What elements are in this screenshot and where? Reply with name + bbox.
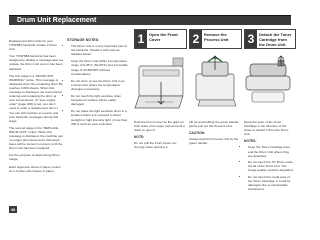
step-title: Detach the Toner Cartridge from the Drum Unit xyxy=(259,32,292,47)
step-1-header xyxy=(134,29,187,49)
step-note-item: • Do not touch the PC Drum under the lid of the Drum Unit. The image quality could be degraded. xyxy=(248,160,294,172)
step-3-instructions xyxy=(244,120,294,194)
intro-paragraph: The first stage is a “DRUM UNIT WARNING” notice. This message is displayed when the remaining drum life reaches 4,000 sheets. When this message is displayed, we recommend ordering and replacing the drum at your convenience. (If “auto supply order” (page 206) is set, you don’t need to order a replacement drum.) You can still continue to receive and print facsimile messages during this stage. xyxy=(9,73,63,123)
step-caution: Always hold the Process Unit by the green handle. xyxy=(189,137,239,146)
storage-note-item: • Do not store or use the Drum Unit in an environment where the temperature changes excessively. xyxy=(71,79,129,91)
intro-paragraph: The second stage is the “REPLACE DRUM UNIT” notice. When this message is displayed, the machine can no longer print documents. Received faxes will be stored in memory until the Drum Unit has been replaced. xyxy=(9,125,63,151)
intro-paragraph: Replacement Drum Kits for your TOSHIBA facsimile include a Drum Unit. xyxy=(9,39,57,52)
step-caution-label: CAUTION: xyxy=(189,130,206,135)
storage-note-item: • Do not place the light sensitive drum in a location where it is exposed to direct sunlight or high intensity light. (more than 300 lx such as near a window. xyxy=(71,109,129,125)
step-2-instructions xyxy=(189,120,241,148)
step-description: Lift up and holding the green handle, gently pull out the Process Unit. xyxy=(189,120,240,129)
storage-note-item: • Keep the Drum Unit within a temperature range of 0-35°C (32-95°F) and a humidity range of 20-80%RH (without condensation). xyxy=(71,59,129,75)
step-number: 2 xyxy=(190,30,202,48)
step-description: Move the lever of the Toner Cartridge in the direction of the arrow to detach it from the Drum Unit. xyxy=(244,120,289,137)
intro-column xyxy=(9,39,63,176)
step-note-item: • Keep the Toner Cartridge level and the Drum Unit where they are detached. xyxy=(248,145,294,157)
step-2-header xyxy=(189,29,242,49)
intro-paragraph: Each legal-size sheet of paper counts as 1.3 letter-size sheets of paper. xyxy=(9,164,61,173)
intro-paragraph: For the purpose of determining Drum usage, xyxy=(9,153,60,162)
step-number: 3 xyxy=(245,30,257,48)
step-1-instructions xyxy=(134,120,186,152)
step-number: 1 xyxy=(135,30,147,48)
step-note: Do not pull the Front Cover too strongly when opening it. xyxy=(134,141,177,150)
storage-note-item: • Do not touch the light sensitive drum because its surface will be easily damaged. xyxy=(71,94,129,106)
step-3-header xyxy=(244,29,296,49)
step-note-item: • Do not touch the metal area of the Toner Cartridge. It could be damaged due to electrostatic interference. xyxy=(248,175,294,191)
storage-note-item: • The Drum Unit is a very important part of the facsimile. Handle it with care as detailed below: xyxy=(71,44,129,56)
section-header xyxy=(9,15,291,25)
storage-notes-column xyxy=(67,38,129,129)
page-number: 46 xyxy=(10,207,16,212)
section-title: Drum Unit Replacement xyxy=(17,17,97,24)
remove-process-unit-illustration xyxy=(192,52,242,114)
step-title: Remove the Process Unit xyxy=(204,32,229,42)
open-front-cover-illustration xyxy=(133,52,191,114)
step-title: Open the Front Cover xyxy=(149,32,178,42)
step-description: Hold the Front Cover by the grips on both sides of its upper part and pull it down to open it. xyxy=(134,120,185,133)
step-notes-label: NOTES: xyxy=(244,138,257,143)
storage-notes-list xyxy=(67,44,129,126)
step-note-label: NOTE: xyxy=(134,134,145,139)
step-notes-list xyxy=(244,145,294,191)
intro-paragraph: Your TOSHIBA facsimile has been designed to display a message alert to replace the Drum Unit once it has been depleted. xyxy=(9,54,63,71)
detach-toner-cartridge-illustration xyxy=(240,52,296,114)
storage-notes-heading: STORAGE NOTES: xyxy=(67,38,100,42)
